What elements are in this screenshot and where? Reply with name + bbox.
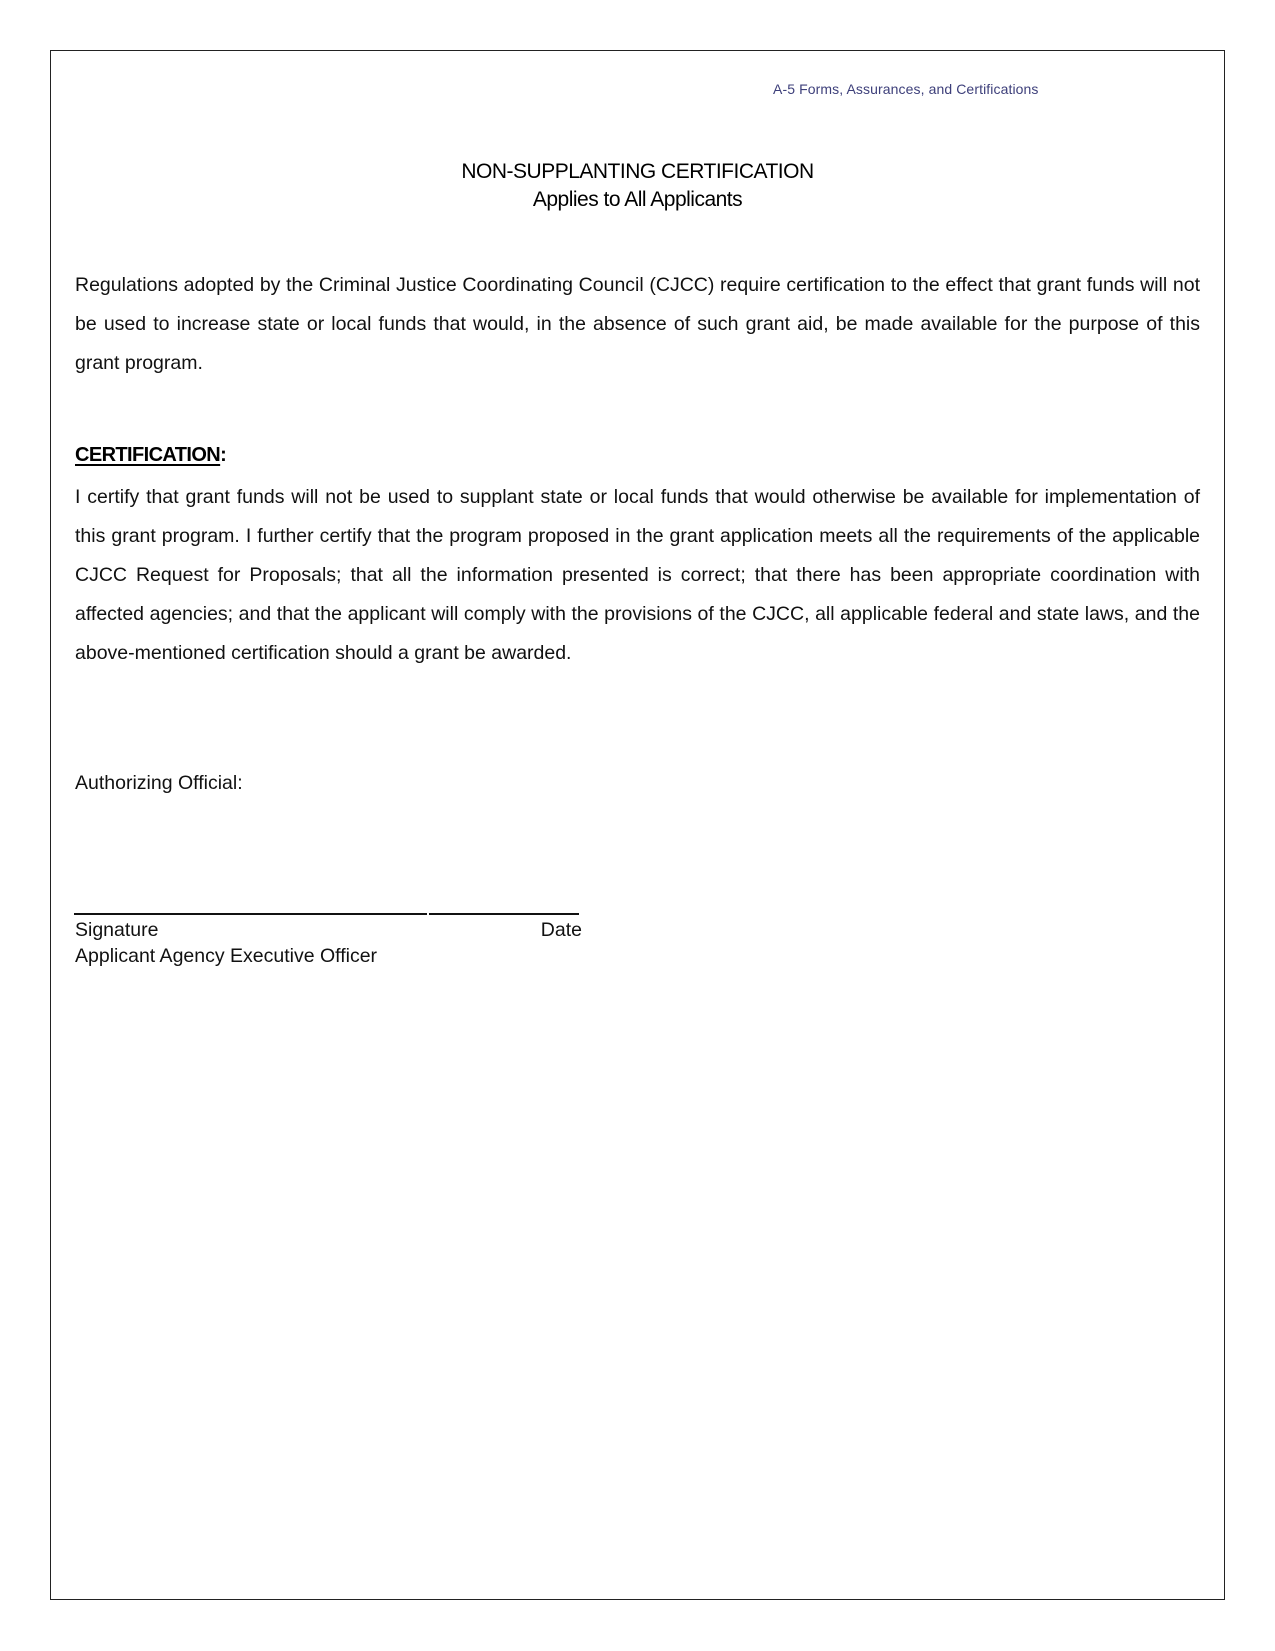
page-title: NON-SUPPLANTING CERTIFICATION bbox=[461, 160, 814, 183]
authorizing-official-label: Authorizing Official: bbox=[75, 772, 243, 794]
signature-line[interactable] bbox=[74, 913, 427, 915]
page-subtitle: Applies to All Applicants bbox=[532, 188, 743, 211]
title-block bbox=[0, 158, 1275, 214]
certification-paragraph: I certify that grant funds will not be used to supplant state or local funds that would otherwise be available for implementation of this grant program. I further certify that the program proposed in the grant application meets all the requirements of the applicable CJCC Request for Proposals; that all the information presented is correct; that there has been appropriate coordination with affected agencies; and that the applicant will comply with the provisions of the CJCC, all applicable federal and state laws, and the above-mentioned certification should a grant be awarded. bbox=[75, 486, 1200, 664]
certification-heading-colon: : bbox=[220, 444, 227, 466]
date-label: Date bbox=[540, 919, 582, 941]
officer-title-label: Applicant Agency Executive Officer bbox=[75, 945, 378, 967]
certification-heading-text: CERTIFICATION bbox=[75, 444, 221, 466]
signature-label: Signature bbox=[75, 919, 159, 941]
section-reference-header: A-5 Forms, Assurances, and Certifications bbox=[773, 81, 1039, 97]
certification-heading bbox=[75, 444, 226, 467]
intro-paragraph: Regulations adopted by the Criminal Justice Coordinating Council (CJCC) require certification to the effect that grant funds will not be used to increase state or local funds that would, in the absence of such grant aid, be made available for the purpose of this grant program. bbox=[75, 274, 1200, 374]
date-line[interactable] bbox=[429, 913, 579, 915]
